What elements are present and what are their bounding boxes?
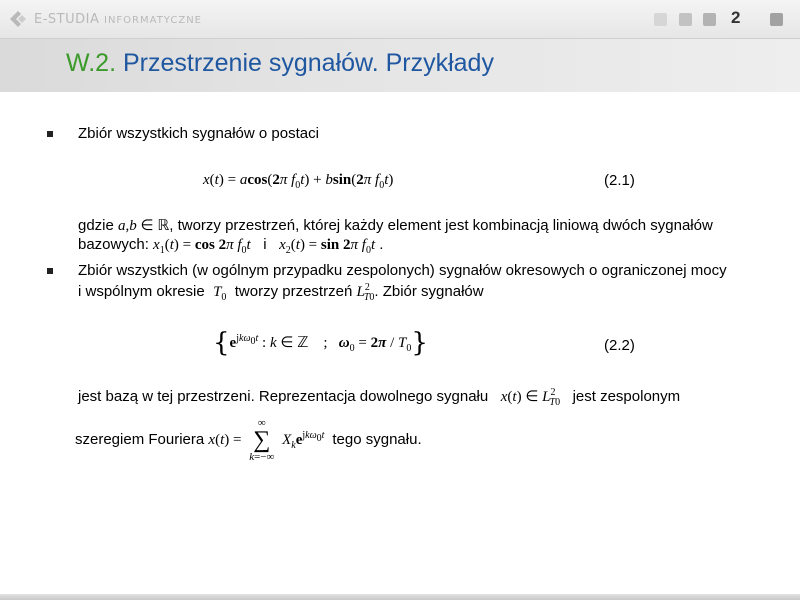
brand-main: E-STUDIA [34, 11, 100, 27]
equation-label-2-1: (2.1) [604, 172, 635, 189]
brand-name [34, 12, 202, 27]
page-number: 2 [731, 8, 741, 27]
gdzie-text: gdzie [78, 217, 114, 234]
bullet2-line2b: tworzy przestrzeń [234, 283, 353, 300]
bullet-marker [47, 268, 53, 274]
baza-text-a: jest bazą w tej przestrzeni. Reprezentacja dowolnego sygnału [78, 388, 489, 405]
logo-icon [8, 9, 28, 29]
gdzie-math: a,b ∈ ℝ [118, 218, 170, 234]
nav-square-4[interactable] [770, 13, 783, 26]
footer-bar [0, 594, 800, 600]
equation-2-1: x(t) = acos(2π $f_0t) + bsin(2\pi$ $f_0t$) [203, 172, 394, 191]
brand-logo [8, 9, 202, 29]
nav-square-3[interactable] [703, 13, 716, 26]
bullet2-line2 [78, 283, 484, 301]
nav-square-1[interactable] [654, 13, 667, 26]
bazowych-line [78, 236, 383, 254]
t0-symbol: $T_0$ [213, 284, 227, 303]
l2-space-symbol: $L^2_{T0}$ [356, 282, 375, 303]
bullet2-line1: Zbiór wszystkich (w ogólnym przypadku zespolonych) sygnałów okresowych o ograniczonej mocy [78, 262, 727, 279]
bullet2-line2c: . Zbiór sygnałów [374, 283, 484, 300]
slide-title [66, 49, 494, 78]
title-number: W.2. [66, 49, 117, 77]
baza-text-b: jest zespolonym [572, 388, 681, 405]
fourier-series: x(t) = ∞ ∑ k=−∞ $X_ke^{jk\omega_0t}$ [208, 417, 325, 463]
bazowych-text: bazowych: [78, 236, 149, 253]
x-in-l2: x(t) ∈ $L^2_{T0}$ [500, 387, 561, 408]
baza-line [78, 388, 680, 406]
gdzie-rest: , tworzy przestrzeń, której każdy element jest kombinacją liniową dwóch sygnałów [169, 217, 713, 234]
equation-2-2: {$e^{jk\omega_0t}$ : k ∈ ℤ ; $\omega_0 = 2\pi / T_0$} [213, 328, 428, 358]
fourier-text-a: szeregiem Fouriera [75, 430, 205, 448]
bullet2-line2a: i wspólnym okresie [78, 283, 205, 300]
fourier-text-b: tego sygnału. [332, 430, 422, 448]
gdzie-line [78, 217, 713, 235]
brand-sub: INFORMATYCZNE [104, 14, 202, 26]
bullet-marker [47, 131, 53, 137]
sum-symbol: ∞ ∑ k=−∞ [249, 417, 275, 463]
nav-square-2[interactable] [679, 13, 692, 26]
bullet1-intro: Zbiór wszystkich sygnałów o postaci [78, 125, 319, 142]
title-text: Przestrzenie sygnałów. Przykłady [122, 49, 494, 77]
period-text: . [379, 236, 384, 253]
x2-def: $x_2(t) = \sin 2\pi$ $f_0t$ [279, 237, 376, 256]
header-bar [0, 0, 800, 38]
x1-def: $x_1(t) = \cos 2\pi$ $f_0t$ [153, 237, 251, 256]
equation-label-2-2: (2.2) [604, 337, 635, 354]
fourier-line [75, 418, 422, 463]
and-text: i [263, 236, 267, 253]
title-band [0, 38, 800, 92]
